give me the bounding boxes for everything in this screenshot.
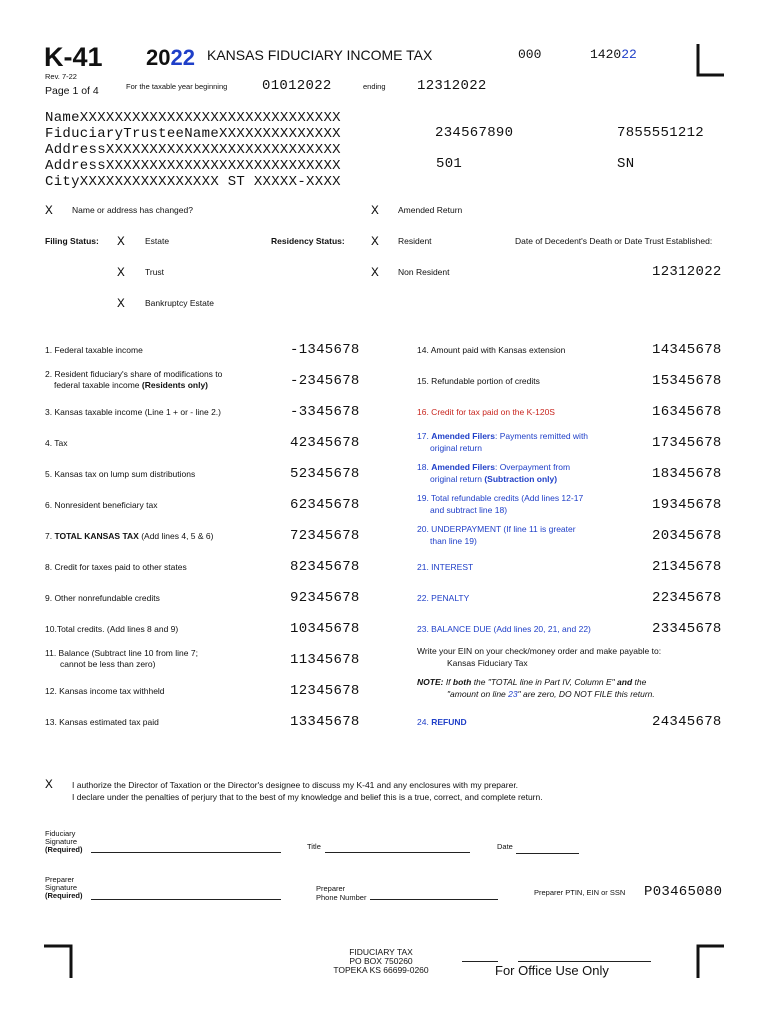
line-17-label-2: original return: [430, 443, 482, 453]
code-a: 000: [518, 47, 542, 62]
preparer-phone-line[interactable]: [370, 899, 498, 900]
line-7-value[interactable]: 72345678: [290, 528, 360, 544]
code-b-suffix: 22: [621, 47, 637, 62]
line-20-label-2: than line 19): [430, 536, 477, 546]
mailing-address-1: FIDUCIARY TAX: [349, 947, 413, 957]
line-18-label-b: Amended Filers: [431, 462, 495, 472]
line-18-label-2: [430, 474, 557, 484]
authorize-text: I authorize the Director of Taxation or the Director's designee to discuss my K-41 and any enclosures with my preparer.: [72, 780, 519, 790]
line-17-label-a: 17.: [417, 431, 432, 441]
line-24-label-a: 24.: [417, 717, 432, 727]
line-2-label-2b: (Residents only): [141, 380, 209, 390]
perjury-text: I declare under the penalties of perjury that to the best of my knowledge and belief this is a true, correct, and complete return.: [72, 792, 543, 802]
resident-checkbox[interactable]: X: [371, 234, 379, 249]
file-note-f: the: [632, 677, 647, 687]
line-8-label: 8. Credit for taxes paid to other states: [45, 562, 187, 572]
amended-label: Amended Return: [398, 205, 463, 215]
line-7-label-c: (Add lines 4, 5 & 6): [138, 531, 214, 541]
preparer-signature-line[interactable]: [91, 899, 281, 900]
line-17-label-c: : Payments remitted with: [494, 431, 589, 441]
line-18-label-2a: original return: [430, 474, 485, 484]
begin-date[interactable]: 01012022: [262, 78, 332, 94]
line-9-value[interactable]: 92345678: [290, 590, 360, 606]
fiduciary-label-3: (Required): [45, 845, 83, 854]
phone-field[interactable]: 7855551212: [617, 125, 705, 141]
line-21-value[interactable]: 21345678: [652, 559, 722, 575]
end-date[interactable]: 12312022: [417, 78, 487, 94]
line-9-label: 9. Other nonrefundable credits: [45, 593, 160, 603]
line-18-label-a: 18.: [417, 462, 432, 472]
line-18-label-2b: (Subtraction only): [484, 474, 558, 484]
corner-mark-bottom-right: [696, 944, 726, 978]
line-24-label: [417, 717, 467, 727]
file-note-c: both: [452, 677, 472, 687]
line-22-label: 22. PENALTY: [417, 593, 470, 603]
title-label: Title: [307, 842, 321, 851]
line-2-label-2: [54, 380, 208, 390]
mailing-address-2: PO BOX 750260: [349, 956, 413, 966]
line-6-label: 6. Nonresident beneficiary tax: [45, 500, 158, 510]
page-number: Page 1 of 4: [45, 85, 99, 97]
office-use-label: For Office Use Only: [495, 963, 609, 978]
preparer-label-1: Preparer: [45, 875, 75, 884]
line-11-label: 11. Balance (Subtract line 10 from line 7;: [45, 648, 198, 658]
line-11-value[interactable]: 11345678: [290, 652, 360, 668]
address2-field[interactable]: AddressXXXXXXXXXXXXXXXXXXXXXXXXXXX: [45, 158, 341, 174]
line-19-label-2: and subtract line 18): [430, 505, 508, 515]
form-id: K-41: [44, 42, 103, 72]
fiduciary-signature-label: [45, 830, 83, 854]
line-15-value[interactable]: 15345678: [652, 373, 722, 389]
file-note-a: NOTE:: [417, 677, 444, 687]
trust-label: Trust: [145, 267, 165, 277]
line-23-value[interactable]: 23345678: [652, 621, 722, 637]
preparer-phone-label-1: Preparer: [316, 884, 346, 893]
file-note-d: the "TOTAL line in Part IV, Column E": [471, 677, 618, 687]
line-10-value[interactable]: 10345678: [290, 621, 360, 637]
corner-mark-top-right: [696, 44, 726, 78]
line-17-value[interactable]: 17345678: [652, 435, 722, 451]
preparer-label-3: (Required): [45, 891, 83, 900]
line-14-value[interactable]: 14345678: [652, 342, 722, 358]
line-4-value[interactable]: 42345678: [290, 435, 360, 451]
payable-note: Write your EIN on your check/money order and make payable to:: [417, 646, 662, 656]
estate-checkbox[interactable]: X: [117, 234, 125, 249]
line-2-label-2a: federal taxable income: [54, 380, 142, 390]
date-line[interactable]: [516, 853, 579, 854]
line-19-value[interactable]: 19345678: [652, 497, 722, 513]
fiduciary-label-2: Signature: [45, 837, 78, 846]
file-note: [417, 677, 646, 687]
line-3-label: 3. Kansas taxable income (Line 1 + or - line 2.): [45, 407, 221, 417]
line-16-value[interactable]: 16345678: [652, 404, 722, 420]
residency-status-label: Residency Status:: [271, 236, 345, 246]
line-13-label: 13. Kansas estimated tax paid: [45, 717, 159, 727]
line-20-value[interactable]: 20345678: [652, 528, 722, 544]
preparer-phone-label-2: Phone Number: [316, 893, 367, 902]
line-18-value[interactable]: 18345678: [652, 466, 722, 482]
line-5-label: 5. Kansas tax on lump sum distributions: [45, 469, 196, 479]
death-date-label: Date of Decedent's Death or Date Trust Established:: [515, 236, 713, 246]
line-1-label: 1. Federal taxable income: [45, 345, 143, 355]
amended-checkbox[interactable]: X: [371, 203, 379, 218]
line-18-label-c: : Overpayment from: [494, 462, 571, 472]
authorize-checkbox[interactable]: X: [45, 777, 53, 792]
nonresident-label: Non Resident: [398, 267, 450, 277]
name-changed-label: Name or address has changed?: [72, 205, 193, 215]
taxable-year-label: For the taxable year beginning: [126, 82, 228, 91]
file-note-e: and: [617, 677, 633, 687]
line-13-value[interactable]: 13345678: [290, 714, 360, 730]
line-8-value[interactable]: 82345678: [290, 559, 360, 575]
line-20-label: 20. UNDERPAYMENT (If line 11 is greater: [417, 524, 576, 534]
file-note-2b: 23: [508, 689, 518, 699]
title-line[interactable]: [325, 852, 470, 853]
trust-checkbox[interactable]: X: [117, 265, 125, 280]
line-18-label: [417, 462, 570, 472]
file-note-2c: " are zero, DO NOT FILE this return.: [517, 689, 655, 699]
line-23-label: 23. BALANCE DUE (Add lines 20, 21, and 22): [417, 624, 591, 634]
line-24-value[interactable]: 24345678: [652, 714, 722, 730]
line-7-label-a: 7.: [45, 531, 55, 541]
fiduciary-signature-line[interactable]: [91, 852, 281, 853]
office-use-line-long: [518, 961, 651, 962]
nonresident-checkbox[interactable]: X: [371, 265, 379, 280]
file-note-2: [447, 689, 655, 699]
line-3-value[interactable]: -3345678: [290, 404, 360, 420]
filing-status-label: Filing Status:: [45, 236, 99, 246]
estate-label: Estate: [145, 236, 170, 246]
code-b-prefix: 1420: [590, 47, 622, 62]
line-12-value[interactable]: 12345678: [290, 683, 360, 699]
trustee-field[interactable]: FiduciaryTrusteeNameXXXXXXXXXXXXXX: [45, 126, 341, 142]
line-12-label: 12. Kansas income tax withheld: [45, 686, 165, 696]
payable-note-2: Kansas Fiduciary Tax: [447, 658, 528, 668]
file-note-2a: "amount on line: [447, 689, 509, 699]
mailing-address-3: TOPEKA KS 66699-0260: [333, 965, 429, 975]
line-6-value[interactable]: 62345678: [290, 497, 360, 513]
line-21-label: 21. INTEREST: [417, 562, 474, 572]
ending-label: ending: [363, 82, 386, 91]
fiduciary-label-1: Fiduciary: [45, 829, 76, 838]
name-changed-checkbox[interactable]: X: [45, 203, 53, 218]
line-19-label: 19. Total refundable credits (Add lines 12-17: [417, 493, 584, 503]
line-24-label-b: REFUND: [431, 717, 467, 727]
address1-field[interactable]: AddressXXXXXXXXXXXXXXXXXXXXXXXXXXX: [45, 142, 341, 158]
bankruptcy-checkbox[interactable]: X: [117, 296, 125, 311]
name-field[interactable]: NameXXXXXXXXXXXXXXXXXXXXXXXXXXXXXX: [45, 110, 341, 126]
line-4-label: 4. Tax: [45, 438, 68, 448]
bankruptcy-label: Bankruptcy Estate: [145, 298, 214, 308]
line-2-label: 2. Resident fiduciary's share of modifications to: [45, 369, 223, 379]
line-14-label: 14. Amount paid with Kansas extension: [417, 345, 566, 355]
death-date-field[interactable]: 12312022: [652, 264, 722, 280]
code2-field[interactable]: SN: [617, 156, 635, 172]
ein-field[interactable]: 234567890: [435, 125, 514, 141]
line-10-label: 10.Total credits. (Add lines 8 and 9): [45, 624, 179, 634]
ptin-value[interactable]: P03465080: [644, 884, 723, 900]
tax-year-prefix: 20: [146, 45, 171, 70]
line-7-label: [45, 531, 213, 541]
line-15-label: 15. Refundable portion of credits: [417, 376, 540, 386]
file-note-b: If: [443, 677, 453, 687]
line-11-label-2: cannot be less than zero): [60, 659, 156, 669]
line-16-label: 16. Credit for tax paid on the K-120S: [417, 407, 555, 417]
office-use-line-short: [462, 961, 498, 962]
revision: Rev. 7-22: [45, 72, 77, 81]
corner-mark-bottom-left: [44, 944, 74, 978]
line-1-value[interactable]: -1345678: [290, 342, 360, 358]
tax-year: [146, 45, 195, 71]
preparer-signature-label: [45, 876, 83, 900]
line-17-label-b: Amended Filers: [431, 431, 495, 441]
mailing-address: [331, 948, 431, 975]
preparer-label-2: Signature: [45, 883, 78, 892]
line-2-value[interactable]: -2345678: [290, 373, 360, 389]
line-7-label-b: TOTAL KANSAS TAX: [54, 531, 139, 541]
line-5-value[interactable]: 52345678: [290, 466, 360, 482]
code-b: [590, 47, 637, 62]
city-field[interactable]: CityXXXXXXXXXXXXXXXX ST XXXXX-XXXX: [45, 174, 341, 190]
preparer-phone-label: [316, 884, 366, 902]
line-22-value[interactable]: 22345678: [652, 590, 722, 606]
line-17-label: [417, 431, 588, 441]
date-label: Date: [497, 842, 513, 851]
code1-field[interactable]: 501: [436, 156, 463, 172]
ptin-label: Preparer PTIN, EIN or SSN: [534, 888, 626, 897]
tax-year-suffix: 22: [170, 45, 195, 70]
form-title: KANSAS FIDUCIARY INCOME TAX: [207, 47, 433, 63]
resident-label: Resident: [398, 236, 432, 246]
